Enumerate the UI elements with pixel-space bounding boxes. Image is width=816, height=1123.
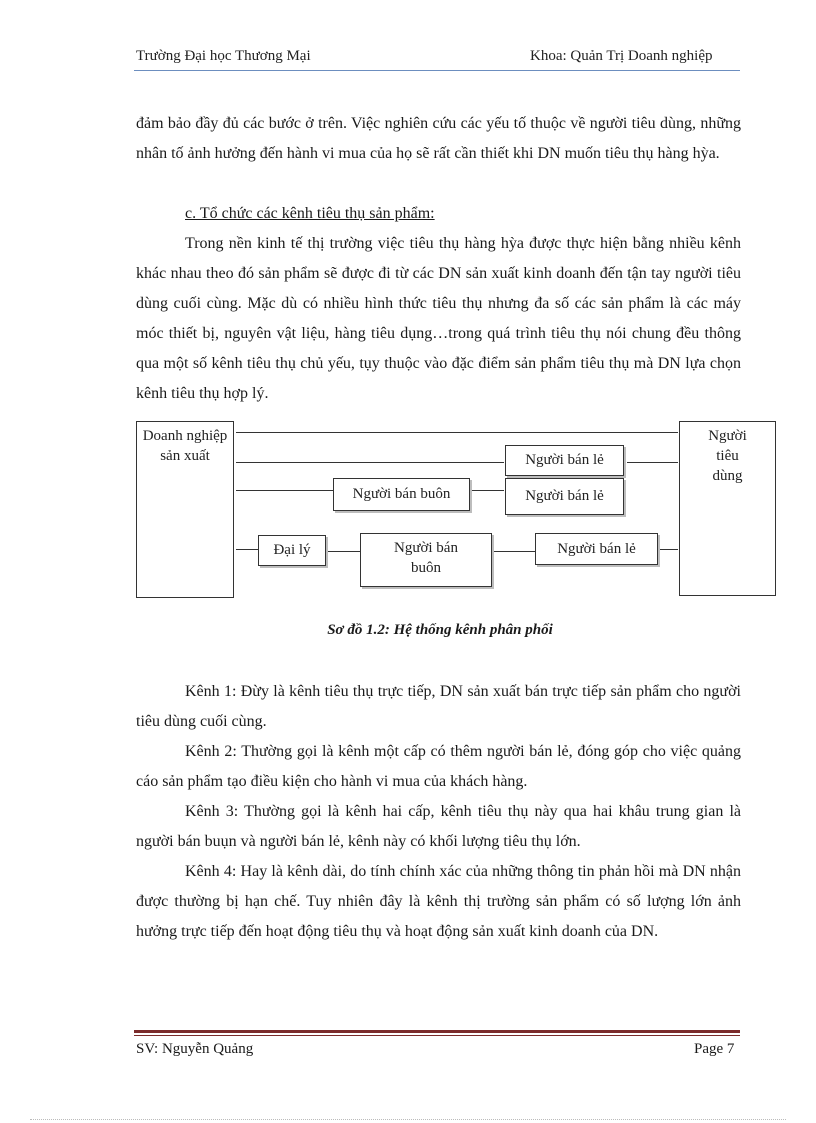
channel-4-line-a (236, 549, 258, 550)
channel-4-line-b (327, 551, 360, 552)
wholesaler-box-1: Người bán buôn (333, 478, 470, 511)
retailer-box-1: Người bán lẻ (505, 445, 624, 476)
header-school: Trường Đại học Thương Mại (136, 48, 311, 64)
diagram-caption: Sơ đồ 1.2: Hệ thống kênh phân phối (327, 622, 553, 638)
footer-divider-thin (134, 1035, 740, 1036)
channel-4-line-c (494, 551, 535, 552)
footer-student: SV: Nguyễn Quảng (136, 1041, 254, 1057)
footer-divider-thick (134, 1030, 740, 1033)
channel-1-description: Kênh 1: Đừy là kênh tiêu thụ trực tiếp, DN sản xuất bán trực tiếp sản phẩm cho người tiêu dùng cuối cùng. (136, 683, 741, 730)
page-number: Page 7 (694, 1041, 735, 1057)
header-divider (134, 70, 740, 71)
channel-3-description: Kênh 3: Thường gọi là kênh hai cấp, kênh tiêu thụ này qua hai khâu trung gian là người bán buụn và người bán lẻ, kênh này có khối lượng tiêu thụ lớn. (136, 803, 741, 850)
retailer-box-3: Người bán lẻ (535, 533, 658, 565)
channel-4-line-d (659, 549, 678, 550)
channel-2-line-left (236, 462, 504, 463)
channel-3-line-left (236, 490, 333, 491)
retailer-box-2: Người bán lẻ (505, 478, 624, 515)
paragraph-consumer-research: đảm bảo đầy đủ các bước ở trên. Việc nghiên cứu các yếu tố thuộc về người tiêu dùng, những nhân tố ảnh hưởng đến hành vi mua của họ sẽ rất cần thiết khi DN muốn tiêu thụ hàng hỳa. (136, 115, 741, 162)
header-faculty: Khoa: Quản Trị Doanh nghiệp (530, 48, 713, 64)
producer-box: Doanh nghiệp sản xuất (136, 421, 234, 598)
channel-2-description: Kênh 2: Thường gọi là kênh một cấp có thêm người bán lẻ, đóng góp cho việc quảng cáo sản phẩm tạo điều kiện cho hành vi mua của khách hàng. (136, 743, 741, 790)
agent-box: Đại lý (258, 535, 326, 566)
channel-2-line-right (627, 462, 678, 463)
paragraph-distribution-channels: Trong nền kinh tế thị trường việc tiêu thụ hàng hỳa được thực hiện bằng nhiều kênh khác nhau theo đó sản phẩm sẽ được đi từ các DN sản xuất kinh doanh đến tận tay người tiêu dùng cuối cùng. Mặc dù có nhiều hình thức tiêu thụ nhưng đa số các sản phẩm là các máy móc thiết bị, nguyên vật liệu, hàng tiêu dụng…trong quá trình tiêu thụ nói chung đều thông qua một số kênh tiêu thụ chủ yếu, tụy thuộc vào đặc điểm sản phẩm tiêu thụ mà DN lựa chọn kênh tiêu thụ hợp lý. (136, 235, 741, 402)
channel-3-line-mid (472, 490, 504, 491)
channel-4-description: Kênh 4: Hay là kênh dài, do tính chính xác của những thông tin phản hồi mà DN nhận được thường bị hạn chế. Tuy nhiên đây là kênh thị trường sản phẩm có số lượng lớn ảnh hưởng trực tiếp đến hoạt động tiêu thụ và hoạt động sản xuất kinh doanh của DN. (136, 863, 741, 940)
section-heading: c. Tổ chức các kênh tiêu thụ sản phẩm: (185, 205, 435, 222)
page-bottom-dotted-border (30, 1119, 786, 1120)
channel-1-line (236, 432, 678, 433)
consumer-box: Người tiêu dùng (679, 421, 776, 596)
wholesaler-box-2: Người bán buôn (360, 533, 492, 587)
